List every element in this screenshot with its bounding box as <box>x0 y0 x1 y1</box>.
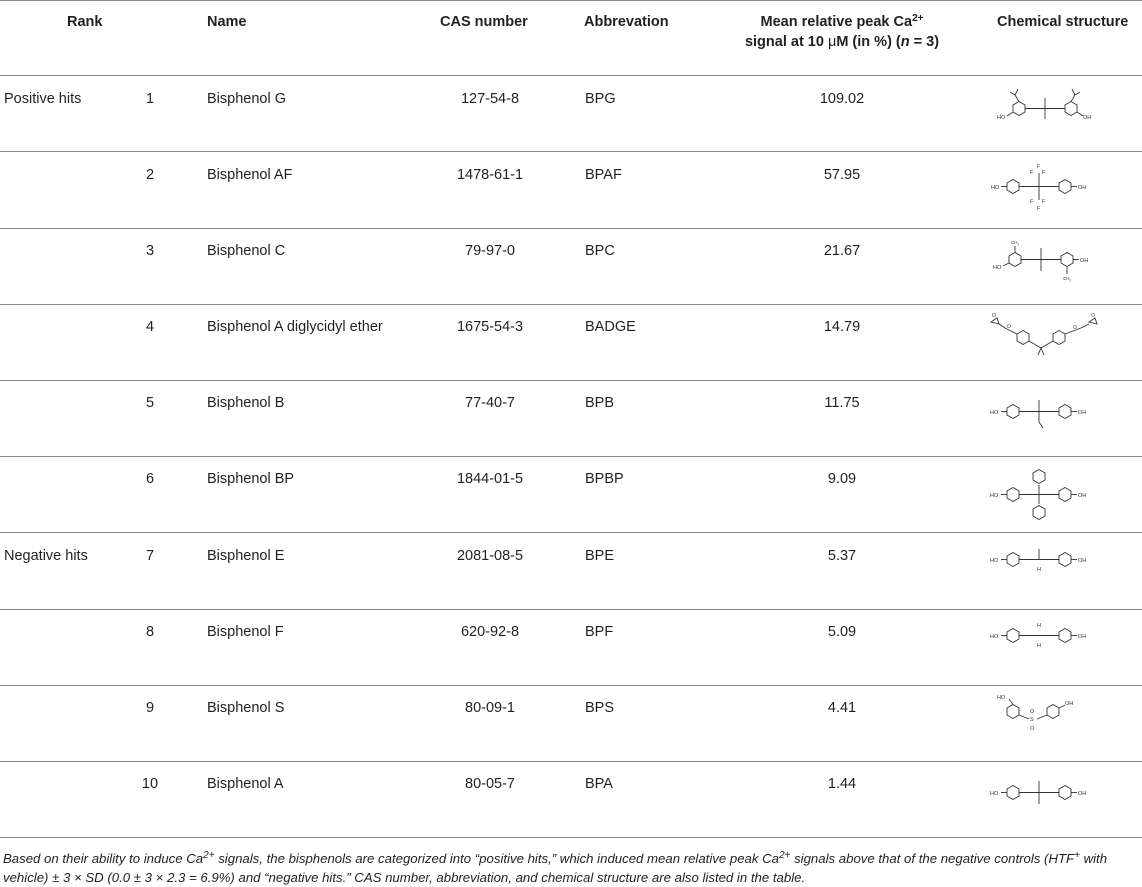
rank-cell: 10 <box>141 776 159 792</box>
cas-cell: 77-40-7 <box>465 395 515 411</box>
svg-text:HO: HO <box>997 115 1006 121</box>
name-cell: Bisphenol B <box>207 395 285 411</box>
cas-cell: 127-54-8 <box>460 91 520 107</box>
value-cell: 4.41 <box>827 700 857 716</box>
svg-text:F: F <box>1042 170 1046 176</box>
svg-text:F: F <box>1030 199 1034 205</box>
name-cell: Bisphenol E <box>207 548 285 564</box>
svg-text:OH: OH <box>1080 258 1089 264</box>
cas-cell: 620-92-8 <box>460 624 520 640</box>
svg-text:OH: OH <box>1083 115 1092 121</box>
svg-text:O: O <box>1091 313 1095 319</box>
bisphenol-s-structure <box>985 693 1105 753</box>
svg-text:HO: HO <box>991 185 1000 191</box>
svg-text:H: H <box>1037 643 1041 649</box>
header-rank: Rank <box>67 14 103 30</box>
svg-text:O: O <box>1073 325 1077 331</box>
value-cell: 5.37 <box>827 548 857 564</box>
value-cell: 21.67 <box>823 243 861 259</box>
top-rule <box>0 0 1142 1</box>
svg-text:OH: OH <box>1078 493 1087 499</box>
svg-text:OH: OH <box>1078 791 1087 797</box>
svg-text:HO: HO <box>990 410 999 416</box>
abbr-cell: BPF <box>585 624 614 640</box>
group-label-negative: Negative hits <box>4 548 88 564</box>
row-rule <box>0 456 1142 457</box>
bisphenol-e-structure <box>985 541 1105 601</box>
abbr-cell: BADGE <box>585 319 636 335</box>
name-cell: Bisphenol AF <box>207 167 293 183</box>
abbr-cell: BPBP <box>585 471 624 487</box>
bisphenol-f-structure <box>985 617 1105 677</box>
header-cas: CAS number <box>440 14 528 30</box>
abbr-cell: BPA <box>585 776 613 792</box>
value-cell: 11.75 <box>824 395 860 411</box>
svg-text:F: F <box>1030 170 1034 176</box>
header-abbreviation: Abbrevation <box>584 14 669 30</box>
value-cell: 5.09 <box>827 624 857 640</box>
bisphenol-a-structure <box>985 769 1105 829</box>
cas-cell: 1478-61-1 <box>456 167 524 183</box>
cas-cell: 80-09-1 <box>465 700 515 716</box>
svg-text:S: S <box>1030 717 1034 723</box>
value-cell: 9.09 <box>827 471 857 487</box>
row-rule <box>0 304 1142 305</box>
bisphenol-b-structure <box>985 388 1105 448</box>
svg-text:F: F <box>1037 164 1041 170</box>
svg-text:CH3: $CH_3$ <box>1063 276 1072 283</box>
value-cell: 14.79 <box>823 319 861 335</box>
row-rule <box>0 761 1142 762</box>
svg-text:HO: HO <box>990 634 999 640</box>
row-rule <box>0 609 1142 610</box>
header-structure: Chemical structure <box>997 14 1129 30</box>
header-name: Name <box>207 14 247 30</box>
badge-structure <box>985 312 1105 372</box>
svg-text:HO: HO <box>990 791 999 797</box>
rank-cell: 7 <box>145 548 155 564</box>
svg-text:HO: HO <box>990 493 999 499</box>
abbr-cell: BPG <box>585 91 616 107</box>
row-rule <box>0 685 1142 686</box>
bisphenol-g-structure <box>985 83 1105 143</box>
row-rule <box>0 228 1142 229</box>
rank-cell: 9 <box>145 700 155 716</box>
cas-cell: 1844-01-5 <box>456 471 524 487</box>
group-label-positive: Positive hits <box>4 91 82 107</box>
rank-cell: 8 <box>145 624 155 640</box>
abbr-cell: BPAF <box>585 167 622 183</box>
bisphenol-c-structure <box>985 236 1105 296</box>
svg-text:OH: OH <box>1065 701 1074 707</box>
svg-text:OH: OH <box>1078 558 1087 564</box>
rank-cell: 1 <box>145 91 155 107</box>
svg-text:F: F <box>1037 206 1041 212</box>
abbr-cell: BPS <box>585 700 615 716</box>
svg-text:HO: HO <box>990 558 999 564</box>
value-cell: 57.95 <box>823 167 861 183</box>
name-cell: Bisphenol S <box>207 700 285 716</box>
name-cell: Bisphenol G <box>207 91 286 107</box>
header-signal: Mean relative peak $Ca^{2+}$ signal at 10 μM (in %) (n = 3) <box>744 13 940 50</box>
name-cell: Bisphenol A diglycidyl ether <box>207 319 383 335</box>
svg-text:H: H <box>1037 567 1041 573</box>
row-rule <box>0 532 1142 533</box>
rank-cell: 5 <box>145 395 155 411</box>
svg-text:HO: HO <box>997 695 1006 701</box>
svg-text:OH: OH <box>1078 410 1087 416</box>
svg-text:HO: HO <box>993 265 1002 271</box>
cas-cell: 2081-08-5 <box>456 548 524 564</box>
bisphenol-bp-structure <box>985 465 1105 525</box>
cas-cell: 80-05-7 <box>465 776 515 792</box>
svg-text:O: O <box>1030 709 1035 715</box>
abbr-cell: BPE <box>585 548 615 564</box>
value-cell: 109.02 <box>819 91 865 107</box>
svg-text:F: F <box>1042 199 1046 205</box>
cas-cell: 1675-54-3 <box>456 319 524 335</box>
svg-text:O: O <box>1030 726 1035 732</box>
name-cell: Bisphenol F <box>207 624 284 640</box>
svg-text:O: O <box>992 313 996 319</box>
abbr-cell: BPC <box>585 243 615 259</box>
rank-cell: 4 <box>145 319 155 335</box>
value-cell: 1.44 <box>827 776 857 792</box>
row-rule <box>0 151 1142 152</box>
svg-text:CH3: $CH_3$ <box>1011 240 1020 247</box>
rank-cell: 3 <box>145 243 155 259</box>
rank-cell: 6 <box>145 471 155 487</box>
svg-text:OH: OH <box>1078 185 1087 191</box>
bisphenol-af-structure <box>985 159 1105 219</box>
bottom-rule <box>0 837 1142 838</box>
svg-text:H: H <box>1037 623 1041 629</box>
cas-cell: 79-97-0 <box>465 243 515 259</box>
row-rule <box>0 380 1142 381</box>
name-cell: Bisphenol C <box>207 243 286 259</box>
header-rule <box>0 75 1142 76</box>
rank-cell: 2 <box>145 167 155 183</box>
svg-text:O: O <box>1007 324 1011 330</box>
name-cell: Bisphenol A <box>207 776 284 792</box>
abbr-cell: BPB <box>585 395 615 411</box>
table-caption: Based on their ability to induce $Ca^{2+}$ signals, the bisphenols are categorized into “positive hits,” which induced mean relative peak $Ca^{2+}$ signals above that of the negative controls (HTF+ with vehicle) ± 3 × SD (0.0 ± 3 × 2.3 = 6.9%) and “negative hits.” CAS number, abbreviation, and chemical structure are also listed in the table. <box>3 850 1108 885</box>
svg-text:OH: OH <box>1078 634 1087 640</box>
name-cell: Bisphenol BP <box>207 471 295 487</box>
